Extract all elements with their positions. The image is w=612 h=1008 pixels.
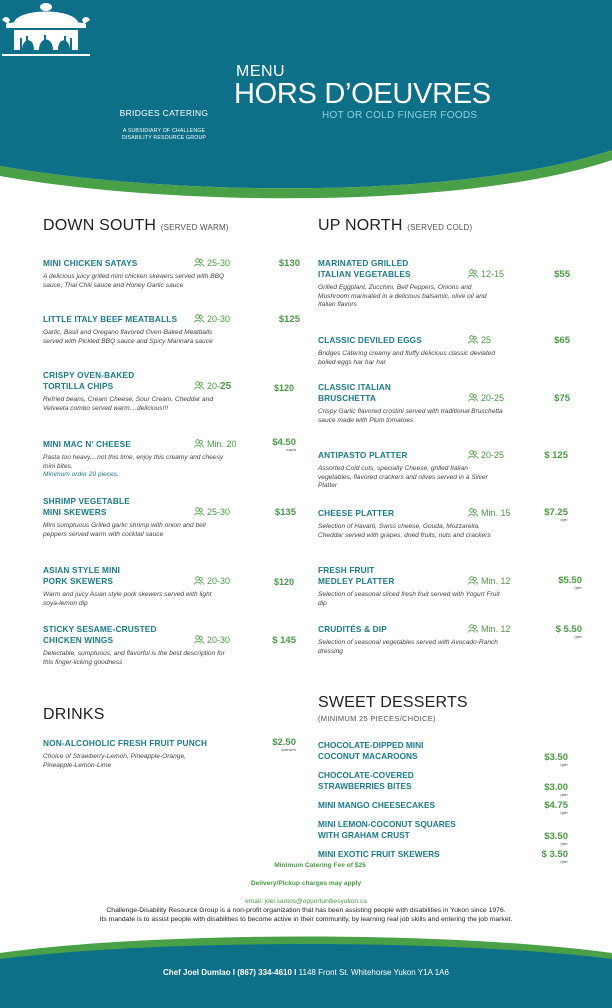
item-description: Selection of seasonal vegetables served with Avocado-Ranch dressing	[318, 639, 498, 655]
item-price	[250, 314, 300, 325]
item-price	[530, 575, 582, 590]
item-name: FRESH FRUIT	[318, 565, 375, 575]
serves-count	[194, 258, 230, 268]
item-name-line2: PORK SKEWERS	[43, 576, 114, 586]
price-value: $65	[554, 335, 570, 346]
item-description: Selection of Havarti, Swiss cheese, Gouda, Mozzarella, Cheddar served with grapes, dried fruits, nuts and crackers	[318, 523, 491, 539]
people-icon	[194, 439, 204, 448]
item-price	[530, 624, 582, 639]
price-unit: /per	[560, 810, 568, 815]
item-description: A delicious juicy grilled mini chicken skewers served with BBQ sauce, Thai Chili sauce and Honey Garlic sauce	[43, 273, 225, 289]
price-value: $75	[554, 393, 570, 404]
item-name: CHEESE PLATTER	[318, 508, 395, 518]
item-description: Warm and juicy Asian style pork skewers served with light soya-lemon dip	[43, 591, 212, 607]
item-name: NON-ALCOHOLIC FRESH FRUIT PUNCH	[43, 738, 208, 748]
people-icon	[194, 258, 204, 267]
price-value: $5.50	[558, 575, 582, 586]
price-value: $120	[273, 577, 294, 587]
price-unit: /per	[560, 841, 568, 846]
footer-contact	[0, 968, 612, 977]
item-name: MINI EXOTIC FRUIT SKEWERS	[318, 849, 440, 859]
people-icon	[194, 576, 204, 585]
contact-email[interactable]: email: joel.santos@opportunitiesyukon.ca	[245, 898, 367, 905]
price-value: $3.50	[544, 831, 568, 842]
price-value: $120	[273, 383, 294, 393]
price-value: $125	[278, 314, 300, 325]
section-title-desserts	[318, 694, 468, 712]
item-name: MINI CHICKEN SATAYS	[43, 258, 138, 268]
section-title-drinks	[43, 706, 105, 724]
serves-count	[468, 576, 511, 586]
menu-label: MENU	[236, 63, 286, 80]
item-price	[520, 393, 570, 404]
serves-count	[194, 439, 237, 449]
item-description: Selection of seasonal sliced fresh fruit served with Yogurt Fruit dip	[318, 591, 500, 607]
item-name: ANTIPASTO PLATTER	[318, 450, 408, 460]
serves-count	[468, 450, 504, 460]
serves-text-bold: 25	[220, 381, 232, 392]
serves-count	[194, 507, 230, 517]
price-value: $ 125	[544, 450, 568, 461]
item-price	[520, 269, 570, 280]
item-name-line2: CHICKEN WINGS	[43, 635, 114, 645]
item-note: Minimum order 20 pieces.	[43, 471, 119, 479]
item-name: CLASSIC DEVILED EGGS	[318, 335, 422, 345]
item-description: Delectable, sumptuous, and flavorful is the best description for this finger-licking goodness	[43, 650, 225, 666]
people-icon	[468, 508, 478, 517]
price-value: $3.50	[544, 752, 568, 763]
item-price	[246, 507, 296, 518]
section-title-text: SWEET DESSERTS	[318, 694, 468, 711]
item-price	[244, 577, 294, 587]
price-value: $3.00	[544, 782, 568, 793]
page-subtitle: HOT OR COLD FINGER FOODS	[322, 110, 478, 121]
price-value: $ 3.50	[541, 849, 568, 860]
item-price	[520, 782, 568, 797]
about-line2: Its mandate is to assist people with disabilities to become active in their community, by learning real job skills and entering the job market.	[99, 915, 513, 923]
item-price	[250, 437, 296, 452]
item-price	[244, 383, 294, 393]
organization-about	[0, 907, 612, 924]
item-description: Grilled Eggplant, Zucchini, Bell Peppers, Onions and Mushroom marinated in a delicious balsamic, olive oil and Italian flavors	[318, 284, 487, 309]
price-unit: /person	[281, 747, 296, 752]
item-name: MINI MAC N’ CHEESE	[43, 439, 131, 449]
item-name: LITTLE ITALY BEEF MEATBALLS	[43, 314, 178, 324]
minimum-fee-note: Minimum Catering Fee of $25	[274, 862, 366, 869]
section-subtitle: (SERVED WARM)	[160, 223, 229, 232]
people-icon	[468, 269, 478, 278]
brand-sub-line1: A SUBSIDIARY OF CHALLENGE	[122, 128, 206, 134]
section-title-text: DOWN SOUTH	[43, 217, 157, 234]
people-icon	[194, 314, 204, 323]
serves-count	[468, 508, 511, 518]
item-name: MARINATED GRILLED	[318, 258, 409, 268]
item-name: CHOCOLATE-COVERED	[318, 770, 414, 780]
price-value: $4.50	[272, 437, 296, 448]
price-unit: /per	[560, 517, 568, 522]
page-title: HORS D’OEUVRES	[234, 78, 491, 110]
serves-count	[194, 381, 231, 392]
price-value: $55	[554, 269, 570, 280]
serves-count	[468, 335, 491, 345]
bridges-catering-logo-icon	[0, 0, 92, 64]
item-description: Mini sumptuous Grilled garlic shrimp with onion and bell peppers served warm with cocktail sauce	[43, 522, 206, 538]
serves-text: 25-30	[207, 258, 231, 268]
section-title-text: UP NORTH	[318, 217, 403, 234]
item-description-text: Pasta too heavy....not this time, enjoy this creamy and cheesy mini bites.	[43, 454, 224, 470]
item-description: Choice of Strawberry-Lemon, Pineapple-Orange, Pineapple-Lemon-Lime	[43, 753, 186, 769]
item-description: Garlic, Basil and Oregano flavored Oven-Baked Meatballs served with Pickled BBQ sauce and Spicy Marinara sauce	[43, 329, 213, 345]
price-value: $2.50	[272, 737, 296, 748]
people-icon	[468, 335, 478, 344]
dessert-item	[318, 849, 518, 860]
item-description: Assorted Cold cuts, specialty Cheese, grilled Italian vegetables, flavored crackers and olives served in a Silver Platter	[318, 465, 488, 490]
brand-sub-line2: DISABILITY RESOURCE GROUP	[121, 135, 207, 141]
serves-count	[194, 576, 230, 586]
serves-text: Min. 12	[481, 576, 511, 586]
item-name: STICKY SESAME-CRUSTED	[43, 624, 157, 634]
about-line1: Challenge-Disability Resource Group is a non-profit organization that has been assisting people with disabilities in Yukon since 1976.	[106, 907, 506, 914]
section-title-up-north	[318, 217, 472, 235]
item-name: CHOCOLATE-DIPPED MINI	[318, 740, 424, 750]
people-icon	[468, 393, 478, 402]
item-price	[520, 831, 568, 846]
item-name-line2: TORTILLA CHIPS	[43, 381, 114, 391]
section-title-text: DRINKS	[43, 706, 105, 723]
dessert-item	[318, 819, 518, 841]
price-unit: /per	[560, 792, 568, 797]
item-name: MINI MANGO CHEESECAKES	[318, 800, 436, 810]
serves-text: 20-25	[481, 393, 505, 403]
people-icon	[194, 635, 204, 644]
people-icon	[194, 507, 204, 516]
delivery-note: Delivery/Pickup charges may apply	[250, 880, 362, 887]
item-description: Refried beans, Cream Cheese, Sour Cream, Cheddar and Velveeta combo served warm....delicious!!!	[43, 396, 214, 412]
price-value: $ 145	[272, 635, 296, 646]
serves-text: Min. 20	[207, 439, 237, 449]
price-value: $135	[274, 507, 296, 518]
item-description: Crispy Garlic flavored crostini served with traditional Bruschetta sauce made with Plum tomatoes	[318, 408, 503, 424]
people-icon	[468, 624, 478, 633]
people-icon	[468, 450, 478, 459]
section-title-down-south	[43, 217, 229, 235]
item-name: CLASSIC ITALIAN	[318, 382, 392, 392]
price-unit: /per	[560, 762, 568, 767]
serves-text: 20-25	[481, 450, 505, 460]
serves-text: 20-30	[207, 576, 231, 586]
serves-text: 12-15	[481, 269, 505, 279]
serves-text: 20-30	[207, 635, 231, 645]
price-unit: /per	[574, 634, 582, 639]
serves-count	[468, 624, 511, 634]
price-unit: /per	[560, 859, 568, 864]
item-name-line2: WITH GRAHAM CRUST	[318, 830, 410, 840]
serves-text: 25	[481, 335, 492, 345]
chef-contact: Chef Joel Dumlao I (867) 334-4610 I	[163, 968, 297, 977]
item-price	[520, 800, 568, 815]
serves-text: Min. 15	[481, 508, 511, 518]
people-icon	[468, 576, 478, 585]
dessert-item	[318, 770, 518, 792]
item-price	[520, 335, 570, 346]
dessert-item	[318, 800, 518, 811]
item-name: MINI LEMON-COCONUT SQUARES	[318, 819, 456, 829]
serves-count	[468, 269, 504, 279]
item-description	[43, 454, 228, 480]
item-price	[246, 635, 296, 646]
price-value: $ 5.50	[555, 624, 582, 635]
address: 1148 Front St. Whitehorse Yukon Y1A 1A6	[298, 968, 449, 977]
item-price	[250, 258, 300, 269]
item-name-line2: COCONUT MACAROONS	[318, 751, 418, 761]
item-price	[246, 737, 296, 752]
item-price	[520, 752, 568, 767]
section-subtitle: (MINIMUM 25 PIECES/CHOICE)	[318, 714, 436, 723]
header-banner	[0, 0, 612, 200]
serves-count	[194, 314, 230, 324]
item-name-line2: MINI SKEWERS	[43, 507, 107, 517]
brand-subsidiary	[96, 128, 232, 142]
item-name-line2: BRUSCHETTA	[318, 393, 377, 403]
price-value: $4.75	[544, 800, 568, 811]
serves-count	[194, 635, 230, 645]
item-name-line2: MEDLEY PLATTER	[318, 576, 395, 586]
item-name-line2: ITALIAN VEGETABLES	[318, 269, 411, 279]
serves-text: 25-30	[207, 507, 231, 517]
dessert-item	[318, 740, 518, 762]
item-price	[518, 450, 568, 461]
price-unit: /per	[574, 585, 582, 590]
item-name: SHRIMP VEGETABLE	[43, 496, 130, 506]
brand-name: BRIDGES CATERING	[119, 108, 209, 118]
price-value: $130	[278, 258, 300, 269]
item-price	[520, 507, 568, 522]
serves-count	[468, 393, 504, 403]
item-name: ASIAN STYLE MINI	[43, 565, 121, 575]
item-name: CRISPY OVEN-BAKED	[43, 370, 135, 380]
section-subtitle: (SERVED COLD)	[407, 223, 473, 232]
item-description: Bridges Catering creamy and fluffy delicious classic deviated boiled eggs har har har	[318, 350, 496, 366]
price-value: $7.25	[544, 507, 568, 518]
serves-text: 20-30	[207, 314, 231, 324]
menu-item	[318, 258, 580, 310]
item-name-line2: STRAWBERRIES BITES	[318, 781, 412, 791]
serves-text: 20-	[207, 381, 221, 391]
price-unit: each	[286, 447, 296, 452]
item-name: CRUDITÉS & DIP	[318, 624, 387, 634]
serves-text: Min. 12	[481, 624, 511, 634]
people-icon	[194, 381, 204, 390]
